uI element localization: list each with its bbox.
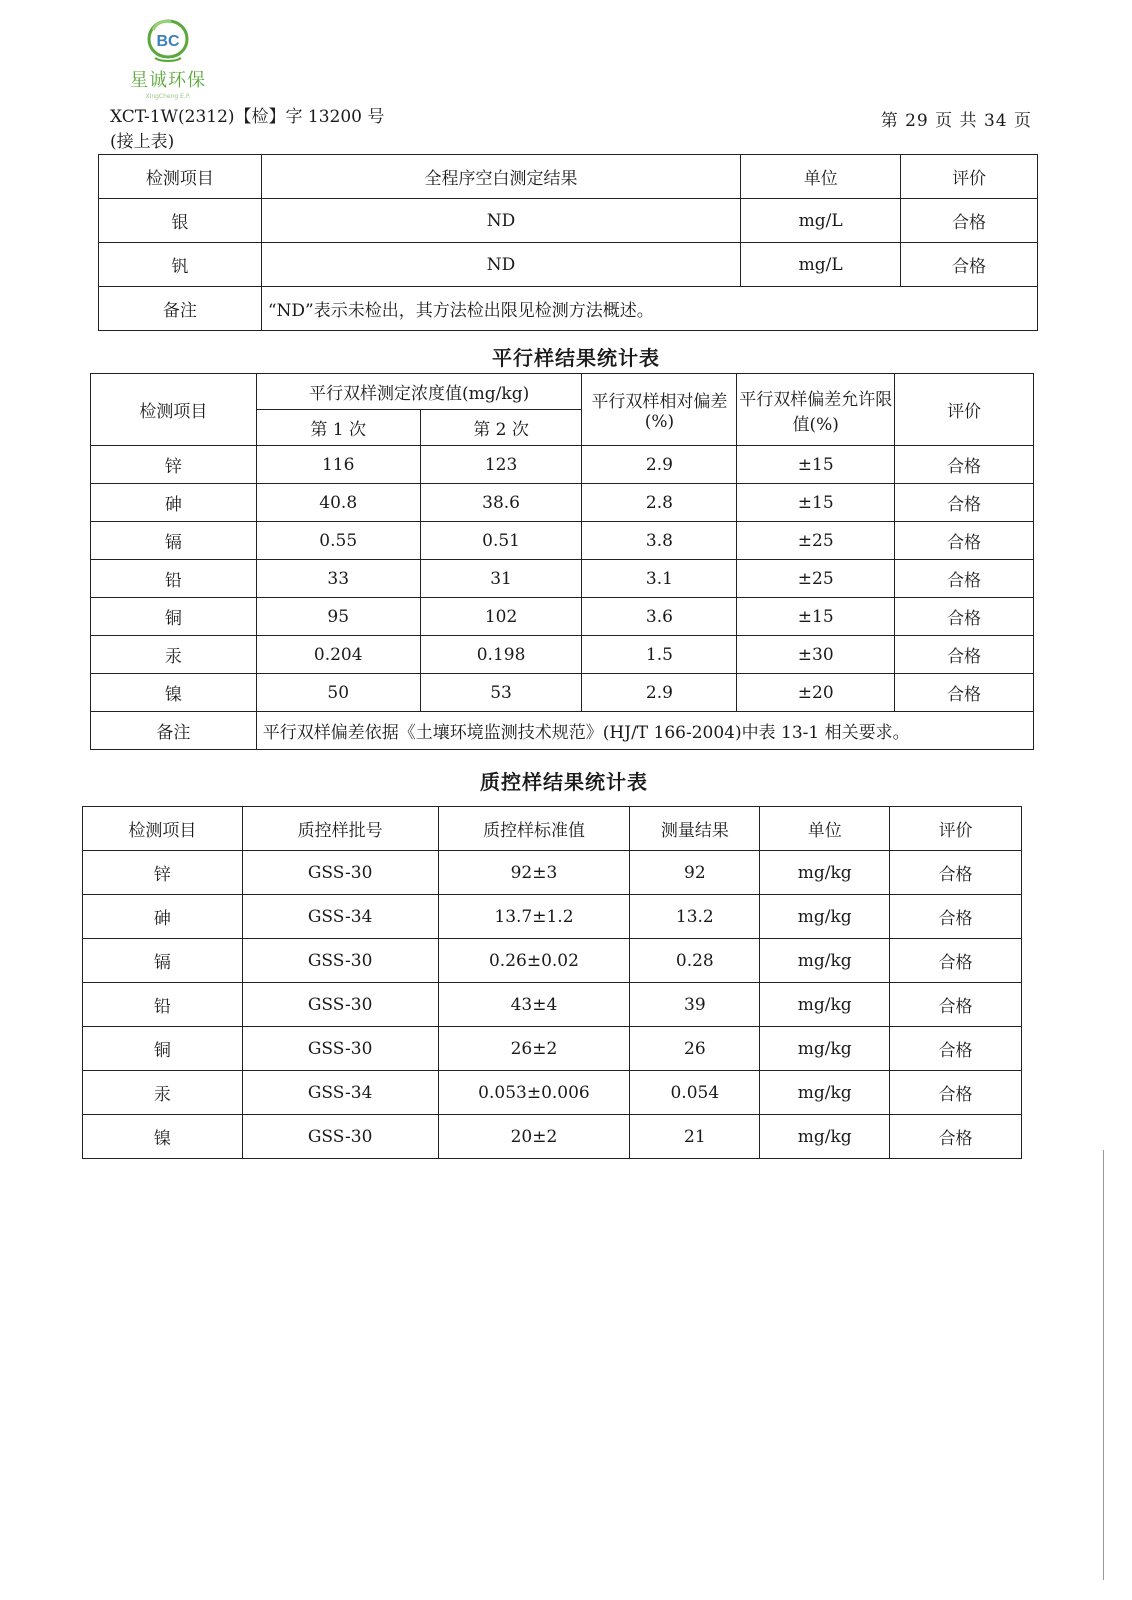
standard-cell: 20±2 [438, 1115, 630, 1159]
header-relative-deviation: 平行双样相对偏差(%) [582, 374, 737, 446]
logo-mark-icon [143, 18, 193, 64]
standard-cell: 43±4 [438, 983, 630, 1027]
batch-cell: GSS-34 [242, 1071, 438, 1115]
batch-cell: GSS-34 [242, 895, 438, 939]
item-cell: 镉 [91, 522, 257, 560]
limit-cell: ±15 [737, 484, 895, 522]
eval-cell: 合格 [895, 446, 1034, 484]
unit-cell: mg/kg [760, 1071, 890, 1115]
table-row [83, 1027, 1022, 1071]
header-concentration: 平行双样测定浓度值(mg/kg) [256, 374, 582, 410]
unit-cell: mg/kg [760, 895, 890, 939]
result-cell: ND [261, 243, 740, 287]
item-cell: 锌 [91, 446, 257, 484]
item-cell: 镍 [91, 674, 257, 712]
table-row [83, 1071, 1022, 1115]
table-row [83, 939, 1022, 983]
result-cell: 26 [630, 1027, 760, 1071]
item-cell: 砷 [83, 895, 243, 939]
standard-cell: 26±2 [438, 1027, 630, 1071]
result-cell: 39 [630, 983, 760, 1027]
page-info: 第 29 页 共 34 页 [880, 111, 1032, 131]
note-row [99, 287, 1038, 331]
rel-dev-cell: 3.6 [582, 598, 737, 636]
second-cell: 0.198 [420, 636, 582, 674]
unit-cell: mg/kg [760, 983, 890, 1027]
header-eval: 评价 [890, 807, 1022, 851]
item-cell: 汞 [91, 636, 257, 674]
rel-dev-cell: 1.5 [582, 636, 737, 674]
result-cell: 0.054 [630, 1071, 760, 1115]
rel-dev-cell: 3.8 [582, 522, 737, 560]
first-cell: 50 [256, 674, 420, 712]
table-header-row [91, 374, 1034, 410]
eval-cell: 合格 [901, 243, 1038, 287]
unit-cell: mg/L [741, 243, 901, 287]
first-cell: 33 [256, 560, 420, 598]
second-cell: 53 [420, 674, 582, 712]
first-cell: 40.8 [256, 484, 420, 522]
company-logo [118, 18, 218, 100]
eval-cell: 合格 [890, 983, 1022, 1027]
standard-cell: 92±3 [438, 851, 630, 895]
batch-cell: GSS-30 [242, 983, 438, 1027]
second-cell: 31 [420, 560, 582, 598]
eval-cell: 合格 [890, 1071, 1022, 1115]
note-text: “ND”表示未检出，其方法检出限见检测方法概述。 [261, 287, 1037, 331]
header-eval: 评价 [901, 155, 1038, 199]
table-row [83, 983, 1022, 1027]
logo-subtitle: XingCheng E.P. [145, 93, 191, 100]
unit-cell: mg/kg [760, 1115, 890, 1159]
result-cell: 92 [630, 851, 760, 895]
result-cell: 0.28 [630, 939, 760, 983]
table-row [91, 636, 1034, 674]
eval-cell: 合格 [895, 484, 1034, 522]
table-row [83, 895, 1022, 939]
note-row [91, 712, 1034, 750]
header-item: 检测项目 [99, 155, 262, 199]
first-cell: 0.55 [256, 522, 420, 560]
eval-cell: 合格 [895, 560, 1034, 598]
parallel-sample-table [90, 373, 1034, 750]
blank-result-table [98, 154, 1038, 331]
second-cell: 0.51 [420, 522, 582, 560]
limit-cell: ±25 [737, 522, 895, 560]
header-item: 检测项目 [91, 374, 257, 446]
eval-cell: 合格 [890, 851, 1022, 895]
item-cell: 镍 [83, 1115, 243, 1159]
document-number: XCT-1W(2312)【检】字 13200 号 [110, 107, 385, 127]
standard-cell: 0.053±0.006 [438, 1071, 630, 1115]
standard-cell: 0.26±0.02 [438, 939, 630, 983]
table-row [91, 484, 1034, 522]
eval-cell: 合格 [901, 199, 1038, 243]
header-standard-value: 质控样标准值 [438, 807, 630, 851]
parallel-table-title: 平行样结果统计表 [492, 346, 660, 370]
result-cell: 13.2 [630, 895, 760, 939]
table-row [91, 446, 1034, 484]
first-cell: 116 [256, 446, 420, 484]
rel-dev-cell: 2.8 [582, 484, 737, 522]
table-header-row [83, 807, 1022, 851]
logo-name: 星诚环保 [130, 70, 206, 91]
first-cell: 95 [256, 598, 420, 636]
limit-cell: ±30 [737, 636, 895, 674]
header-eval: 评价 [895, 374, 1034, 446]
note-label: 备注 [99, 287, 262, 331]
rel-dev-cell: 3.1 [582, 560, 737, 598]
batch-cell: GSS-30 [242, 1027, 438, 1071]
header-blank-result: 全程序空白测定结果 [261, 155, 740, 199]
header-batch: 质控样批号 [242, 807, 438, 851]
item-cell: 铅 [83, 983, 243, 1027]
item-cell: 汞 [83, 1071, 243, 1115]
header-item: 检测项目 [83, 807, 243, 851]
eval-cell: 合格 [890, 895, 1022, 939]
header-unit: 单位 [741, 155, 901, 199]
qc-table-title: 质控样结果统计表 [480, 770, 648, 794]
item-cell: 铜 [83, 1027, 243, 1071]
table-row [91, 674, 1034, 712]
item-cell: 锌 [83, 851, 243, 895]
note-text: 平行双样偏差依据《土壤环境监测技术规范》(HJ/T 166-2004)中表 13-1 相关要求。 [256, 712, 1033, 750]
header-first: 第 1 次 [256, 410, 420, 446]
result-cell: 21 [630, 1115, 760, 1159]
limit-cell: ±20 [737, 674, 895, 712]
unit-cell: mg/kg [760, 851, 890, 895]
item-cell: 砷 [91, 484, 257, 522]
table-row [99, 243, 1038, 287]
rel-dev-cell: 2.9 [582, 674, 737, 712]
item-cell: 铅 [91, 560, 257, 598]
item-cell: 镉 [83, 939, 243, 983]
table-row [91, 598, 1034, 636]
scan-edge-line [1103, 1150, 1104, 1580]
second-cell: 102 [420, 598, 582, 636]
first-cell: 0.204 [256, 636, 420, 674]
unit-cell: mg/kg [760, 1027, 890, 1071]
table-row [99, 199, 1038, 243]
table-row [83, 851, 1022, 895]
unit-cell: mg/L [741, 199, 901, 243]
eval-cell: 合格 [895, 674, 1034, 712]
svg-text:BC: BC [156, 33, 180, 50]
header-unit: 单位 [760, 807, 890, 851]
rel-dev-cell: 2.9 [582, 446, 737, 484]
second-cell: 123 [420, 446, 582, 484]
item-cell: 银 [99, 199, 262, 243]
item-cell: 钒 [99, 243, 262, 287]
continued-label: (接上表) [110, 132, 175, 152]
header-measured: 测量结果 [630, 807, 760, 851]
table-row [83, 1115, 1022, 1159]
eval-cell: 合格 [895, 636, 1034, 674]
batch-cell: GSS-30 [242, 851, 438, 895]
eval-cell: 合格 [895, 522, 1034, 560]
header-deviation-limit: 平行双样偏差允许限值(%) [737, 374, 895, 446]
limit-cell: ±15 [737, 598, 895, 636]
header-second: 第 2 次 [420, 410, 582, 446]
qc-sample-table [82, 806, 1022, 1159]
standard-cell: 13.7±1.2 [438, 895, 630, 939]
limit-cell: ±15 [737, 446, 895, 484]
table-row [91, 522, 1034, 560]
result-cell: ND [261, 199, 740, 243]
eval-cell: 合格 [890, 939, 1022, 983]
second-cell: 38.6 [420, 484, 582, 522]
eval-cell: 合格 [890, 1027, 1022, 1071]
eval-cell: 合格 [890, 1115, 1022, 1159]
batch-cell: GSS-30 [242, 1115, 438, 1159]
table-row [91, 560, 1034, 598]
unit-cell: mg/kg [760, 939, 890, 983]
eval-cell: 合格 [895, 598, 1034, 636]
batch-cell: GSS-30 [242, 939, 438, 983]
table-header-row [99, 155, 1038, 199]
limit-cell: ±25 [737, 560, 895, 598]
note-label: 备注 [91, 712, 257, 750]
item-cell: 铜 [91, 598, 257, 636]
